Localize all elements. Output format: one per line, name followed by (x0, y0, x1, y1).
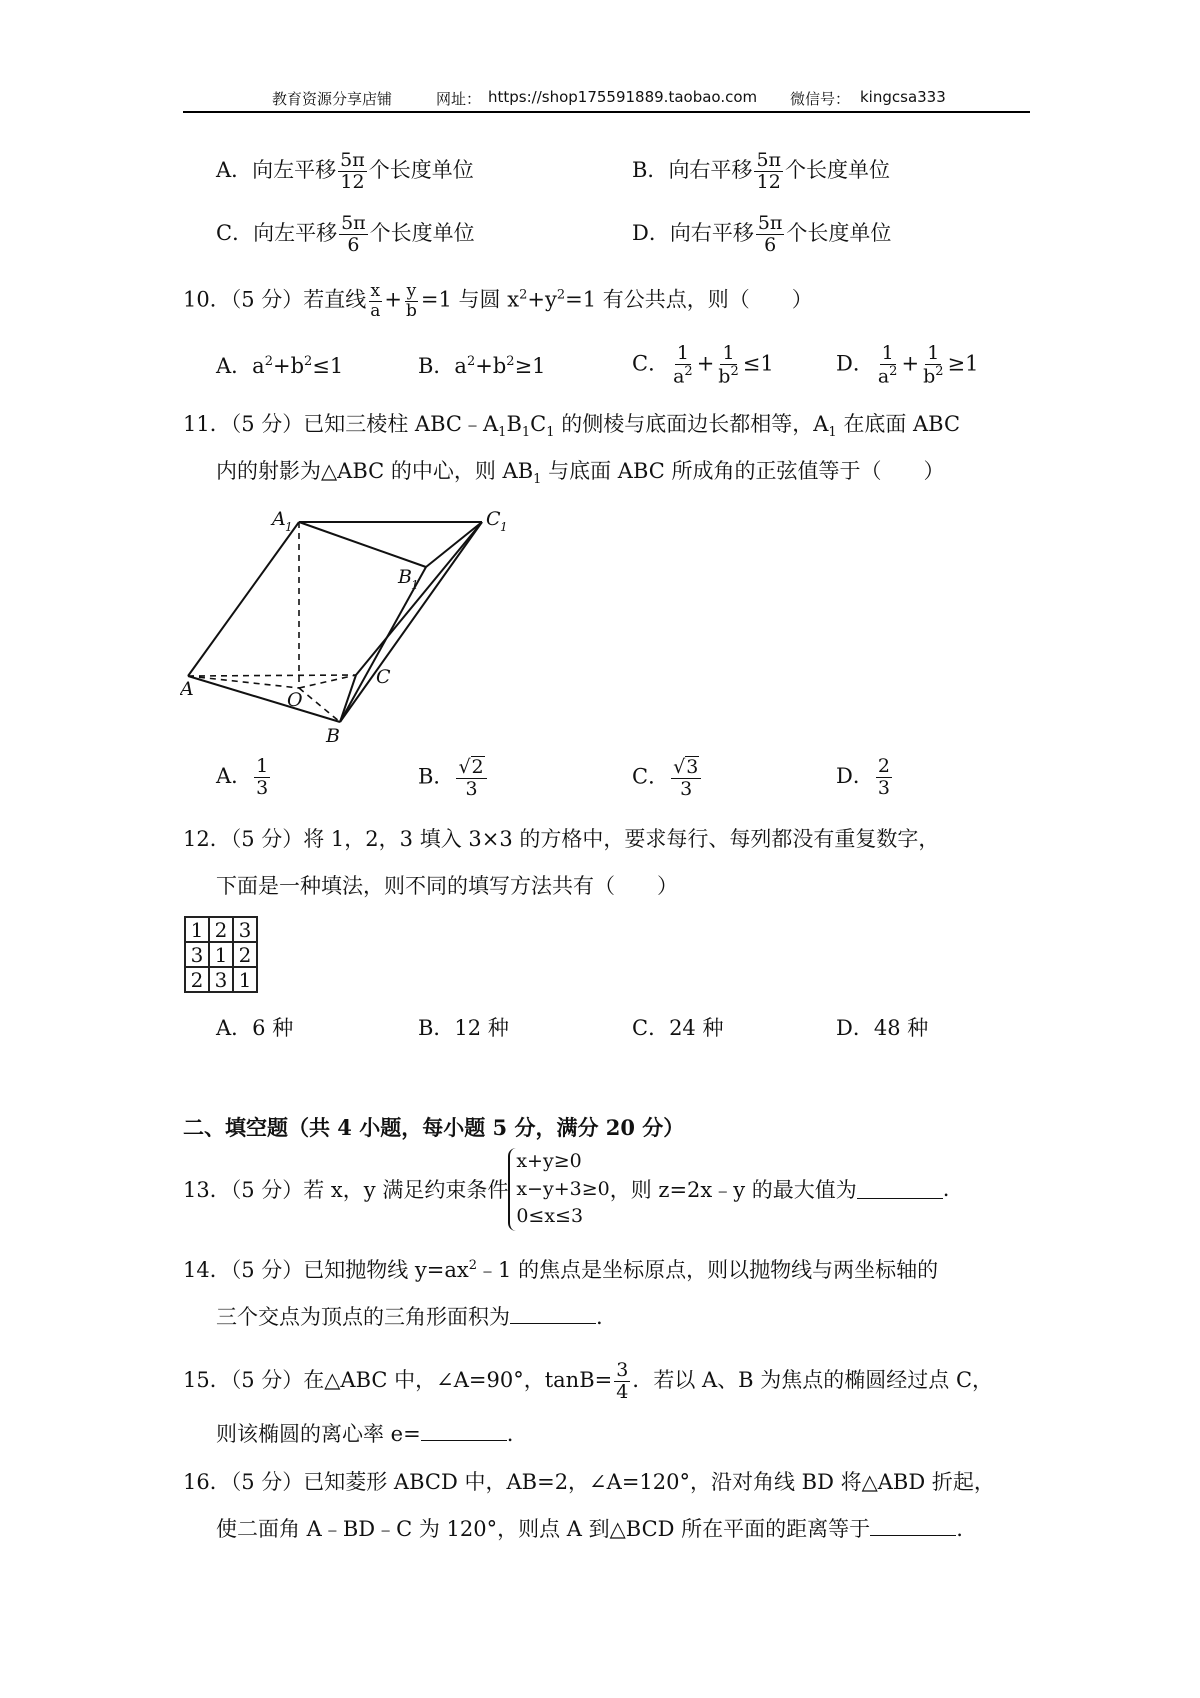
q14-stem-line2: 三个交点为顶点的三角形面积为 . (216, 1305, 603, 1329)
q12-stem-line1: 12．（5 分）将 1，2，3 填入 3×3 的方格中，要求每行、每列都没有重复数字， (183, 827, 940, 851)
header-shop: 教育资源分享店铺 (272, 90, 393, 108)
q15-stem-line1: 15．（5 分）在△ABC 中，∠A=90°，tanB= $\frac{3}{4}$ ．若以 A、B 为焦点的椭圆经过点 C， (183, 1359, 994, 1403)
header-url-label: 网址： (436, 90, 482, 108)
q9-option-c[interactable]: C．向左平移 $\frac{5\pi}{6}$ 个长度单位 (216, 212, 475, 256)
svg-text:1: 1 (500, 520, 508, 534)
q11-option-b[interactable]: B． $\frac{√2}{3}$ (418, 756, 489, 800)
q16-stem-line1: 16．（5 分）已知菱形 ABCD 中，AB=2，∠A=120°，沿对角线 BD 将△ABD 折起， (183, 1470, 995, 1494)
header-url[interactable]: https://shop175591889.taobao.com (488, 88, 758, 106)
q12-option-d[interactable]: D．48 种 (836, 1016, 929, 1040)
grid-cell: 1 (209, 942, 233, 967)
grid-cell: 3 (233, 917, 257, 942)
label-b1: B (398, 566, 412, 588)
grid-cell: 2 (233, 942, 257, 967)
prism-dashed-edges (188, 522, 356, 722)
grid-row (185, 917, 257, 942)
q12-option-c[interactable]: C．24 种 (632, 1016, 724, 1040)
grid-cell: 3 (185, 942, 209, 967)
grid-cell: 2 (209, 917, 233, 942)
q11-option-d[interactable]: D． $\frac{2}{3}$ (836, 755, 890, 799)
q14-stem-line1: 14．（5 分）已知抛物线 $y=ax^2﹣1$ 的焦点是坐标原点，则以抛物线与两坐标轴的 (183, 1258, 939, 1282)
prism-figure (180, 505, 520, 750)
q11-option-c[interactable]: C． $\frac{√3}{3}$ (632, 756, 703, 800)
label-c1: C (486, 508, 501, 530)
answer-blank[interactable] (421, 1422, 507, 1441)
svg-text:1: 1 (285, 520, 293, 534)
answer-blank[interactable] (510, 1305, 596, 1324)
grid-row (185, 942, 257, 967)
label-o: O (287, 689, 303, 711)
q9-option-b[interactable]: B．向右平移 $\frac{5\pi}{12}$ 个长度单位 (632, 149, 891, 193)
grid-cell: 2 (185, 967, 209, 992)
answer-blank[interactable] (870, 1517, 956, 1536)
q9-option-d[interactable]: D．向右平移 $\frac{5\pi}{6}$ 个长度单位 (632, 212, 892, 256)
label-a1: A (272, 508, 286, 530)
answer-blank[interactable] (857, 1180, 943, 1199)
prism-solid-edges (188, 522, 482, 722)
q11-option-a[interactable]: A． $\frac{1}{3}$ (216, 755, 269, 799)
svg-text:1: 1 (411, 578, 419, 592)
header-rule (183, 111, 1030, 113)
q10-option-c[interactable]: C． $\frac{1}{a^2}$ + $\frac{1}{b^2}$ ≤1 (632, 342, 774, 388)
q15-stem-line2: 则该椭圆的离心率 e= . (216, 1422, 514, 1446)
grid-cell: 1 (233, 967, 257, 992)
grid-cell: 1 (185, 917, 209, 942)
header-wechat: kingcsa333 (860, 88, 946, 106)
label-c: C (376, 666, 391, 688)
label-b: B (326, 725, 340, 747)
q12-option-b[interactable]: B．12 种 (418, 1016, 509, 1040)
q16-stem-line2: 使二面角 A﹣BD﹣C 为 120°，则点 A 到△BCD 所在平面的距离等于 . (216, 1517, 963, 1541)
q10-option-a[interactable]: A．$a^2+b^2\le 1$ (216, 354, 344, 378)
latin-square-grid (184, 916, 258, 993)
q11-stem-line2: 内的射影为△ABC 的中心，则 $AB_1$ 与底面 ABC 所成角的正弦值等于（ ） (216, 459, 945, 488)
q13-stem: 13．（5 分）若 x，y 满足约束条件 x+y≥0 x−y+3≥0 0≤x≤3 ，则 z=2x﹣y 的最大值为 . (183, 1148, 949, 1231)
q10-option-d[interactable]: D． $\frac{1}{a^2}$ + $\frac{1}{b^2}$ ≥1 (836, 342, 979, 388)
q9-option-a[interactable]: A．向左平移 $\frac{5\pi}{12}$ 个长度单位 (216, 149, 474, 193)
section-title: 二、填空题（共 4 小题，每小题 5 分，满分 20 分） (183, 1115, 685, 1140)
q10-stem: 10．（5 分）若直线 $\frac{x}{a}$ + $\frac{y}{b}$ =1 与圆 $x^2+y^2=1$ 有公共点，则（ ） (183, 281, 813, 321)
grid-row (185, 967, 257, 992)
q12-stem-line2: 下面是一种填法，则不同的填写方法共有（ ） (216, 874, 678, 898)
header-wechat-label: 微信号： (790, 90, 851, 108)
constraint-system: x+y≥0 x−y+3≥0 0≤x≤3 (508, 1148, 609, 1231)
q10-option-b[interactable]: B．$a^2+b^2\ge 1$ (418, 354, 546, 378)
q12-option-a[interactable]: A．6 种 (216, 1016, 294, 1040)
grid-cell: 3 (209, 967, 233, 992)
label-a: A (180, 678, 194, 700)
q11-stem-line1: 11．（5 分）已知三棱柱 $ABC﹣A_1B_1C_1$ 的侧棱与底面边长都相等，$A_1$ 在底面 ABC (183, 412, 961, 441)
